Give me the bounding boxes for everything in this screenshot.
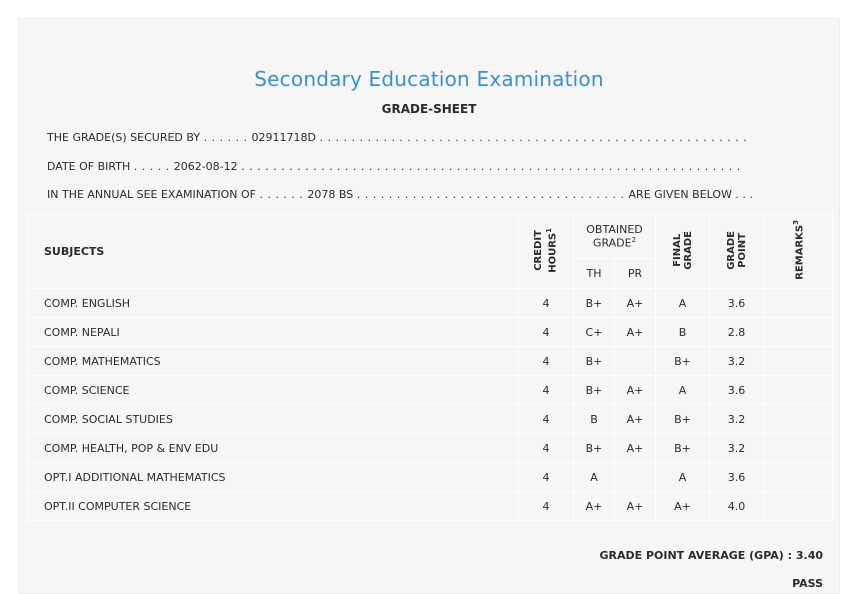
cell-credit: 4 [519,492,574,521]
cell-th: A+ [574,492,615,521]
cell-remarks [764,376,833,405]
cell-remarks [764,318,833,347]
table-row [28,492,833,521]
cell-pr [615,463,656,492]
info-value-symbol: 02911718D [251,131,316,144]
cell-gp: 3.6 [710,376,764,405]
header-obtained-grade: OBTAINED GRADE$^2$ [574,215,656,259]
info-line-dob: DATE OF BIRTH . . . . . 2062-08-12 . . . . . . . . . . . . . . . . . . . . . . . . . . . . . . . . . . . . . . . . . . . . . . . . . . . . . . . . . . . . . . . [47,160,741,173]
result-status: PASS [792,577,823,590]
cell-subject: OPT.I ADDITIONAL MATHEMATICS [28,463,519,492]
cell-final: B+ [656,434,710,463]
cell-credit: 4 [519,318,574,347]
cell-pr: A+ [615,434,656,463]
cell-remarks [764,347,833,376]
cell-remarks [764,289,833,318]
cell-final: A [656,463,710,492]
cell-th: B+ [574,289,615,318]
table-row [28,434,833,463]
table-row [28,347,833,376]
gpa-summary [599,549,823,562]
cell-gp: 2.8 [710,318,764,347]
cell-subject: COMP. MATHEMATICS [28,347,519,376]
table-row [28,318,833,347]
cell-pr: A+ [615,289,656,318]
cell-remarks [764,463,833,492]
info-label-dob: DATE OF BIRTH [47,160,131,173]
cell-subject: COMP. ENGLISH [28,289,519,318]
cell-remarks [764,405,833,434]
header-credit-hours: CREDIT HOURS$^1$ [519,215,574,289]
cell-subject: OPT.II COMPUTER SCIENCE [28,492,519,521]
cell-gp: 3.6 [710,463,764,492]
gpa-value: 3.40 [795,549,823,562]
cell-pr: A+ [615,376,656,405]
cell-final: B+ [656,405,710,434]
header-remarks: REMARKS$^3$ [764,215,833,289]
cell-pr: A+ [615,405,656,434]
cell-credit: 4 [519,434,574,463]
gpa-label: GRADE POINT AVERAGE (GPA) : [599,549,793,562]
cell-credit: 4 [519,463,574,492]
cell-th: B+ [574,347,615,376]
cell-subject: COMP. HEALTH, POP & ENV EDU [28,434,519,463]
cell-gp: 3.2 [710,405,764,434]
cell-th: C+ [574,318,615,347]
table-row [28,463,833,492]
cell-gp: 4.0 [710,492,764,521]
cell-gp: 3.2 [710,434,764,463]
info-value-exam-year: 2078 BS [307,188,354,201]
cell-credit: 4 [519,347,574,376]
sheet-subtitle: GRADE-SHEET [381,102,477,116]
cell-credit: 4 [519,289,574,318]
cell-final: B+ [656,347,710,376]
info-line-student: THE GRADE(S) SECURED BY . . . . . . 02911718D . . . . . . . . . . . . . . . . . . . . . . . . . . . . . . . . . . . . . . . . . . . . . . . . . . . . . . [47,131,748,144]
cell-subject: COMP. SOCIAL STUDIES [28,405,519,434]
cell-gp: 3.6 [710,289,764,318]
cell-credit: 4 [519,405,574,434]
info-value-dob: 2062-08-12 [173,160,238,173]
cell-credit: 4 [519,376,574,405]
cell-final: B [656,318,710,347]
cell-final: A [656,289,710,318]
header-final-grade: FINAL GRADE [656,215,710,289]
cell-remarks [764,434,833,463]
info-label-student: THE GRADE(S) SECURED BY [47,131,201,144]
grade-sheet-inner [27,27,831,593]
header-grade-point: GRADE POINT [710,215,764,289]
table-row [28,405,833,434]
cell-subject: COMP. NEPALI [28,318,519,347]
grades-table-body [28,289,833,521]
cell-th: B [574,405,615,434]
cell-final: A [656,376,710,405]
cell-pr: A+ [615,318,656,347]
info-label-exam: IN THE ANNUAL SEE EXAMINATION OF [47,188,256,201]
cell-pr: A+ [615,492,656,521]
cell-subject: COMP. SCIENCE [28,376,519,405]
grades-table [27,214,833,521]
cell-final: A+ [656,492,710,521]
header-th: TH [574,259,615,289]
cell-th: B+ [574,434,615,463]
grade-sheet-card [18,18,840,594]
header-subjects: SUBJECTS [28,215,519,289]
table-row [28,376,833,405]
cell-th: A [574,463,615,492]
header-pr: PR [615,259,656,289]
cell-remarks [764,492,833,521]
table-row [28,289,833,318]
info-line-exam: IN THE ANNUAL SEE EXAMINATION OF . . . . . . 2078 BS . . . . . . . . . . . . . . . . . . . . . . . . . . . . . . . . . . ARE GIVEN BELOW . . . [47,188,753,201]
page-title: Secondary Education Examination [254,67,604,91]
cell-pr [615,347,656,376]
cell-gp: 3.2 [710,347,764,376]
table-header-row [28,215,833,259]
info-suffix-exam: ARE GIVEN BELOW . . . [628,188,753,201]
cell-th: B+ [574,376,615,405]
